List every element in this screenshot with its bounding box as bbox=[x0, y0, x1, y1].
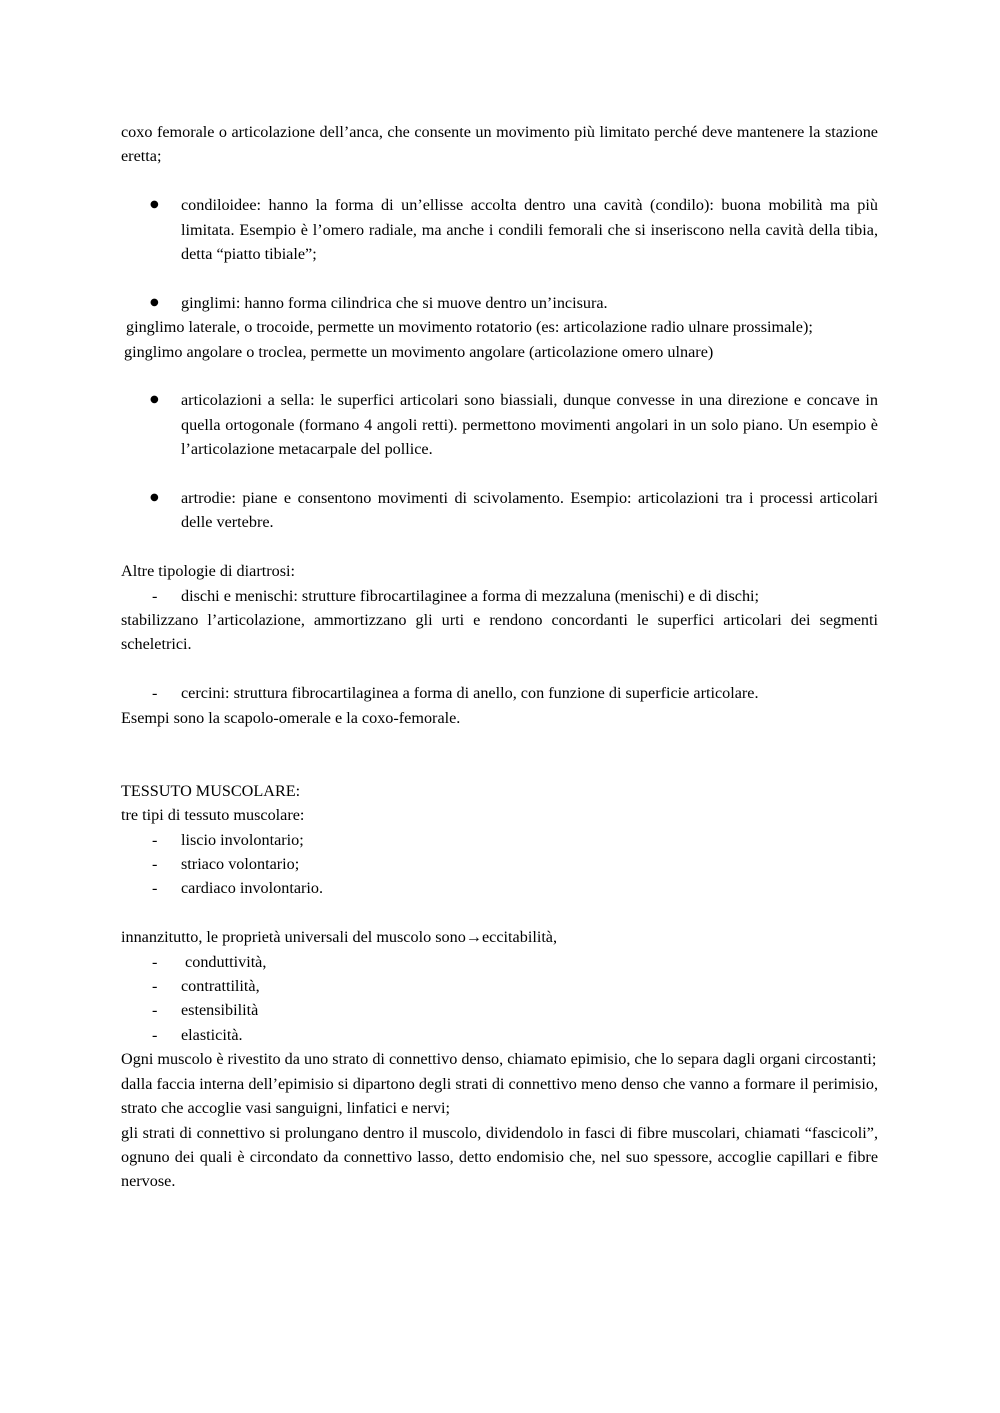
list-item-tipo bbox=[121, 852, 878, 876]
spacer bbox=[121, 535, 878, 559]
spacer bbox=[121, 266, 878, 290]
spacer bbox=[121, 657, 878, 681]
spacer bbox=[121, 462, 878, 486]
heading-altre-tipologie: Altre tipologie di diartrosi: bbox=[121, 562, 295, 581]
paragraph-proprieta-intro: innanzitutto, le proprietà universali del muscolo sono→eccitabilità, bbox=[121, 928, 558, 947]
dash-icon: - bbox=[152, 830, 158, 849]
bullet-text-sella: articolazioni a sella: le superfici articolari sono biassiali, dunque convesse in una direzione e concave in quella ortogonale (formano 4 angoli retti). permettono movimenti angolari in un solo piano. Un esempio è l’articolazione metacarpale del pollice. bbox=[181, 391, 878, 459]
bullet-item-ginglimi bbox=[121, 291, 878, 315]
list-item-text: contrattilità, bbox=[181, 977, 260, 996]
paragraph-cercini-continued: Esempi sono la scapolo-omerale e la coxo-femorale. bbox=[121, 708, 461, 727]
spacer bbox=[121, 901, 878, 925]
bullet-item-condiloidee bbox=[121, 193, 878, 266]
spacer bbox=[121, 364, 878, 388]
paragraph-ginglimo-laterale: ginglimo laterale, o trocoide, permette un movimento rotatorio (es: articolazione radio ulnare prossimale); bbox=[126, 318, 813, 337]
list-item-tipo bbox=[121, 828, 878, 852]
dash-icon: - bbox=[152, 977, 158, 996]
dash-item-dischi bbox=[121, 584, 878, 608]
dash-icon: - bbox=[152, 1001, 158, 1020]
paragraph-coxo-femorale: coxo femorale o articolazione dell’anca, che consente un movimento più limitato perché deve mantenere la stazione eretta; bbox=[121, 123, 878, 166]
bullet-icon: ● bbox=[150, 492, 159, 504]
document-page bbox=[121, 120, 878, 1194]
bullet-text-condiloidee: condiloidee: hanno la forma di un’ellisse accolta dentro una cavità (condilo): buona mobilità ma più limitata. Esempio è l’omero radiale, ma anche i condili femorali che si inseriscono nella cavità della tibia, detta “piatto tibiale”; bbox=[181, 196, 878, 264]
bullet-text-ginglimi: ginglimi: hanno forma cilindrica che si muove dentro un’incisura. bbox=[181, 293, 608, 312]
list-item-text: estensibilità bbox=[181, 1001, 259, 1020]
spacer bbox=[121, 754, 878, 778]
paragraph-tipi-intro: tre tipi di tessuto muscolare: bbox=[121, 806, 305, 825]
dash-icon: - bbox=[152, 879, 158, 898]
dash-icon: - bbox=[152, 855, 158, 874]
bullet-icon: ● bbox=[150, 296, 159, 308]
list-item-text: conduttività, bbox=[181, 952, 267, 971]
list-item-proprieta bbox=[121, 974, 878, 998]
dash-text-cercini: cercini: struttura fibrocartilaginea a forma di anello, con funzione di superficie articolare. bbox=[181, 684, 759, 703]
paragraph-epimisio: Ogni muscolo è rivestito da uno strato di connettivo denso, chiamato epimisio, che lo separa dagli organi circostanti; bbox=[121, 1050, 877, 1069]
heading-tessuto-muscolare: TESSUTO MUSCOLARE: bbox=[121, 781, 301, 800]
dash-text-dischi: dischi e menischi: strutture fibrocartilaginee a forma di mezzaluna (menischi) e di dischi; bbox=[181, 586, 760, 605]
bullet-item-artrodie bbox=[121, 486, 878, 535]
dash-icon: - bbox=[152, 952, 158, 971]
list-item-tipo bbox=[121, 876, 878, 900]
dash-item-cercini bbox=[121, 681, 878, 705]
paragraph-endomisio: gli strati di connettivo si prolungano dentro il muscolo, dividendolo in fasci di fibre muscolari, chiamati “fascicoli”, ognuno dei quali è circondato da connettivo lasso, detto endomisio che, nel suo spessore, accoglie capillari e fibre nervose. bbox=[121, 1123, 878, 1191]
dash-icon: - bbox=[152, 586, 158, 605]
spacer bbox=[121, 730, 878, 754]
list-item-proprieta bbox=[121, 998, 878, 1022]
list-item-text: cardiaco involontario. bbox=[181, 879, 324, 898]
list-item-text: striaco volontario; bbox=[181, 855, 300, 874]
list-item-text: liscio involontario; bbox=[181, 830, 304, 849]
bullet-text-artrodie: artrodie: piane e consentono movimenti di scivolamento. Esempio: articolazioni tra i processi articolari delle vertebre. bbox=[181, 489, 878, 532]
bullet-item-sella bbox=[121, 388, 878, 461]
bullet-icon: ● bbox=[150, 394, 159, 406]
list-item-proprieta bbox=[121, 1023, 878, 1047]
dash-icon: - bbox=[152, 1025, 158, 1044]
list-item-proprieta bbox=[121, 950, 878, 974]
spacer bbox=[121, 169, 878, 193]
paragraph-ginglimo-angolare: ginglimo angolare o troclea, permette un movimento angolare (articolazione omero ulnare) bbox=[124, 342, 714, 361]
paragraph-dischi-continued: stabilizzano l’articolazione, ammortizzano gli urti e rendono concordanti le superfici articolari dei segmenti scheletrici. bbox=[121, 611, 878, 654]
list-item-text: elasticità. bbox=[181, 1025, 243, 1044]
bullet-icon: ● bbox=[150, 199, 159, 211]
paragraph-perimisio: dalla faccia interna dell’epimisio si dipartono degli strati di connettivo meno denso che vanno a formare il perimisio, strato che accoglie vasi sanguigni, linfatici e nervi; bbox=[121, 1074, 878, 1118]
dash-icon: - bbox=[152, 684, 158, 703]
